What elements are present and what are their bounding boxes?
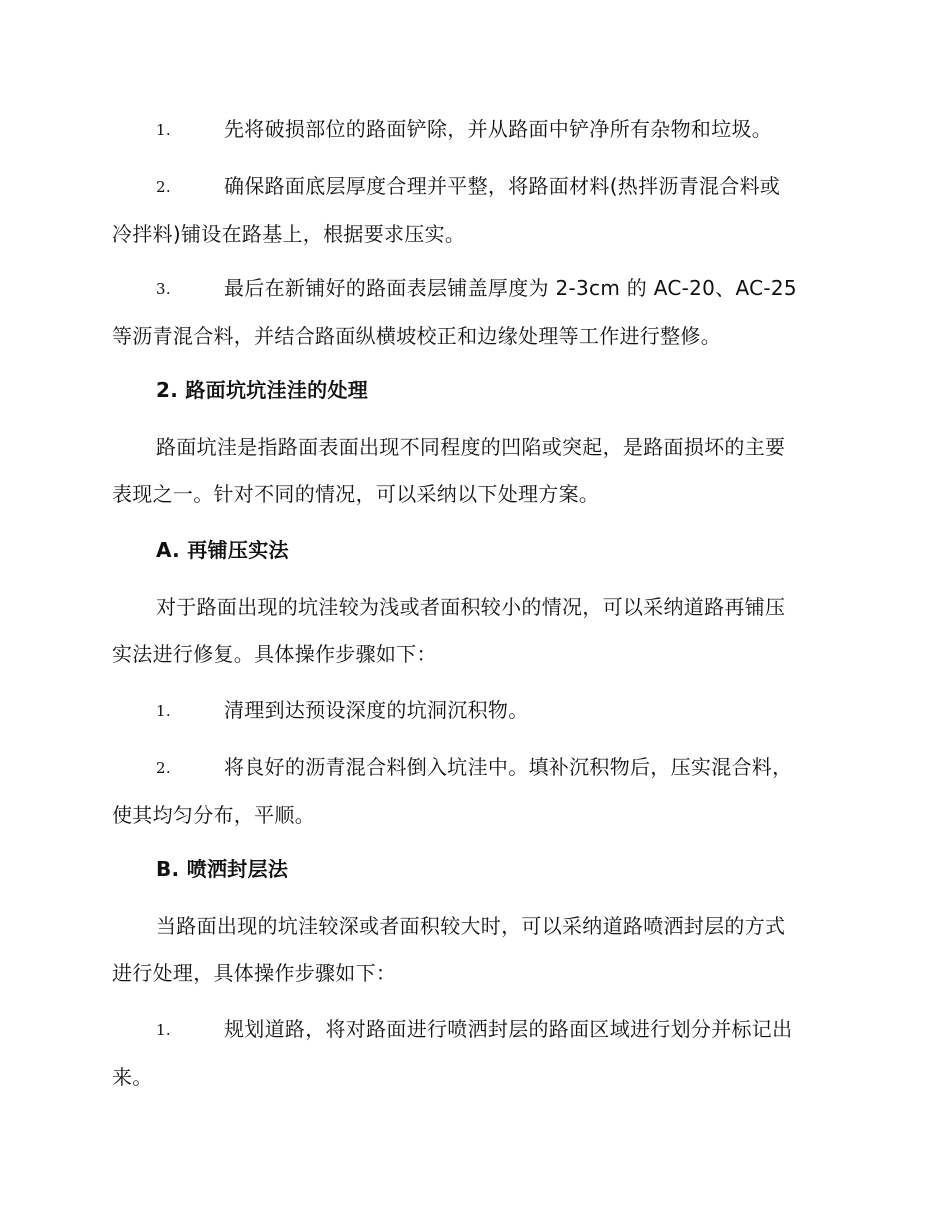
list-number: 1.: [156, 121, 171, 139]
list-number: 2.: [156, 759, 171, 777]
list-item: [112, 1006, 832, 1101]
subsection-heading: A. 再铺压实法: [156, 538, 289, 562]
paragraph: [112, 424, 832, 518]
paragraph: [112, 903, 832, 997]
list-item: [112, 687, 832, 735]
list-text-continued: 冷拌料)铺设在路基上，根据要求压实。: [112, 222, 466, 246]
list-text: 清理到达预设深度的坑洞沉积物。: [224, 698, 529, 722]
paragraph-line: 当路面出现的坑洼较深或者面积较大时，可以采纳道路喷洒封层的方式: [156, 914, 786, 938]
paragraph: [112, 584, 832, 678]
list-number: 1.: [156, 702, 171, 720]
paragraph-line: 路面坑洼是指路面表面出现不同程度的凹陷或突起，是路面损坏的主要: [156, 435, 786, 459]
list-text: 最后在新铺好的路面表层铺盖厚度为 2-3cm 的 AC-20、AC-25: [224, 276, 797, 300]
list-text-continued: 使其均匀分布，平顺。: [112, 803, 315, 827]
list-number: 2.: [156, 178, 171, 196]
list-number: 1.: [156, 1021, 171, 1039]
list-text-continued: 来。: [112, 1065, 153, 1089]
list-item: [112, 265, 832, 360]
list-item: [112, 744, 832, 839]
list-number: 3.: [156, 280, 171, 298]
list-item: [112, 163, 832, 258]
paragraph-line: 对于路面出现的坑洼较为浅或者面积较小的情况，可以采纳道路再铺压: [156, 595, 786, 619]
list-text-continued: 等沥青混合料，并结合路面纵横坡校正和边缘处理等工作进行整修。: [112, 324, 721, 348]
list-text: 先将破损部位的路面铲除，并从路面中铲净所有杂物和垃圾。: [224, 117, 773, 141]
section-heading: 2. 路面坑坑洼洼的处理: [156, 378, 369, 402]
paragraph-line: 表现之一。针对不同的情况，可以采纳以下处理方案。: [112, 482, 600, 506]
list-text: 确保路面底层厚度合理并平整，将路面材料(热拌沥青混合料或: [224, 174, 781, 198]
paragraph-line: 实法进行修复。具体操作步骤如下：: [112, 642, 437, 666]
paragraph-line: 进行处理，具体操作步骤如下：: [112, 961, 397, 985]
subsection-heading: B. 喷洒封层法: [156, 857, 289, 881]
list-text: 将良好的沥青混合料倒入坑洼中。填补沉积物后，压实混合料，: [224, 755, 793, 779]
list-text: 规划道路，将对路面进行喷洒封层的路面区域进行划分并标记出: [224, 1017, 793, 1041]
list-item: [112, 106, 832, 154]
